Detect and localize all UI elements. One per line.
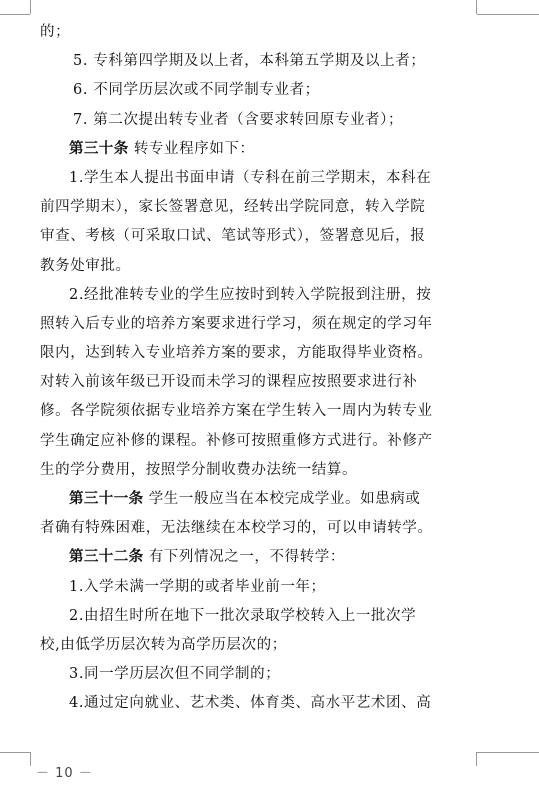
paragraph-line: 审查、考核（可采取口试、笔试等形式），签署意见后，报 <box>40 228 426 245</box>
crop-mark <box>477 752 539 753</box>
list-item: 6. 不同学历层次或不同学制专业者； <box>73 82 320 99</box>
paragraph-line: 生的学分费用，按照学分制收费办法统一结算。 <box>40 461 358 478</box>
paragraph-line: 照转入后专业的培养方案要求进行学习，须在规定的学习年 <box>40 315 433 332</box>
paragraph-line: 对转入前该年级已开设而未学习的课程应按照要求进行补 <box>40 374 418 391</box>
list-item: 4.通过定向就业、艺术类、体育类、高水平艺术团、高 <box>69 695 432 712</box>
article-text: 有下列情况之一，不得转学： <box>143 549 346 566</box>
paragraph-line: 校,由低学历层次转为高学历层次的； <box>40 636 287 653</box>
page-number: － 10 － <box>36 766 93 781</box>
list-item: 3.同一学历层次但不同学制的； <box>69 666 281 683</box>
crop-mark <box>30 752 31 766</box>
list-item: 5. 专科第四学期及以上者，本科第五学期及以上者； <box>73 53 426 70</box>
paragraph-line: 限内，达到转入专业培养方案的要求，方能取得毕业资格。 <box>40 345 433 362</box>
crop-mark <box>0 14 30 15</box>
article-31 <box>40 485 480 514</box>
article-heading: 第三十一条 <box>69 491 144 507</box>
text-line: 的； <box>40 24 71 40</box>
paragraph-line: 学生确定应补修的课程。补修可按照重修方式进行。补修产 <box>40 432 433 449</box>
article-heading: 第三十条 <box>69 140 129 157</box>
article-30 <box>40 135 480 164</box>
crop-mark <box>476 752 477 766</box>
article-text: 转专业程序如下： <box>128 140 255 157</box>
article-text: 学生一般应当在本校完成学业。如患病或 <box>143 491 421 507</box>
list-item: 7. 第二次提出转专业者（含要求转回原专业者）； <box>73 111 404 128</box>
crop-mark <box>30 0 31 14</box>
document-body <box>40 18 480 719</box>
list-item: 2.由招生时所在地下一批次录取学校转入上一批次学 <box>69 607 417 624</box>
crop-mark <box>476 0 477 14</box>
article-heading: 第三十二条 <box>69 549 144 566</box>
paragraph-line: 教务处审批。 <box>40 257 131 274</box>
paragraph-line: 2.经批准转专业的学生应按时到转入学院报到注册，按 <box>69 286 432 303</box>
crop-mark <box>0 752 30 753</box>
paragraph-line: 1.学生本人提出书面申请（专科在前三学期末，本科在 <box>69 169 432 186</box>
article-32 <box>40 543 480 572</box>
paragraph-line: 前四学期末），家长签署意见，经转出学院同意，转入学院 <box>40 199 426 216</box>
crop-mark <box>477 14 539 15</box>
paragraph-line: 修。各学院须依据专业培养方案在学生转入一周内为转专业 <box>40 403 433 420</box>
list-item: 1.入学未满一学期的或者毕业前一年； <box>69 578 326 595</box>
paragraph-line: 者确有特殊困难，无法继续在本校学习的，可以申请转学。 <box>40 520 433 537</box>
